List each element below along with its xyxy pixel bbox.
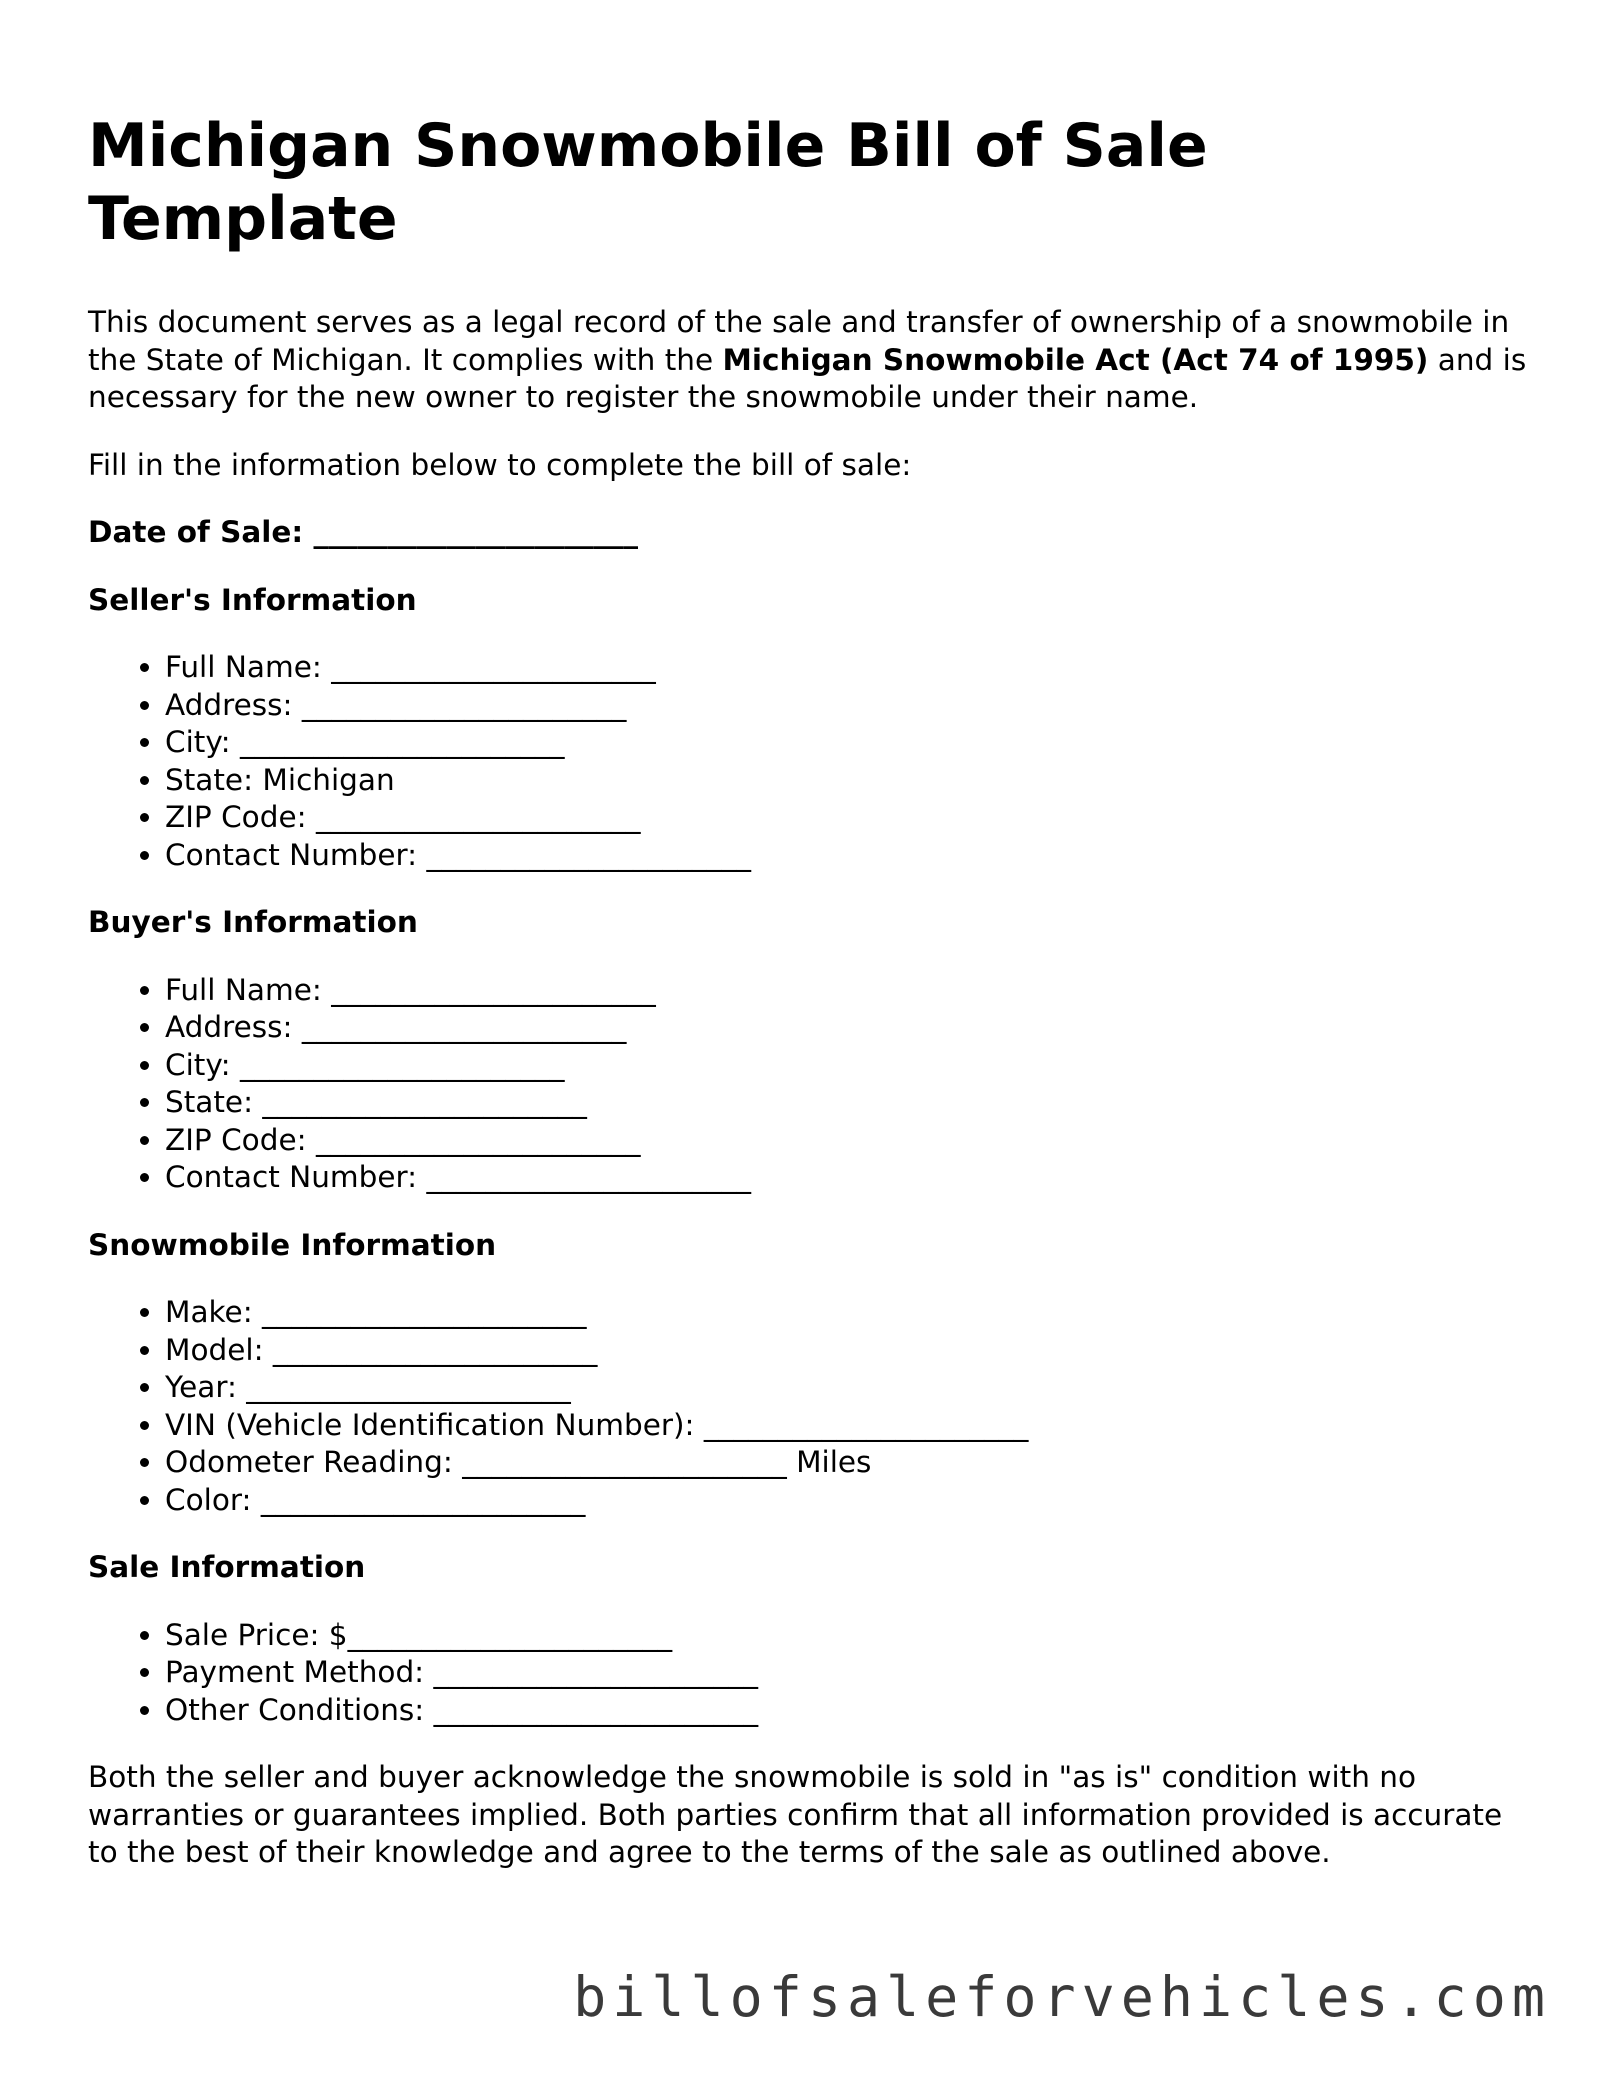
field-blank[interactable]: ______________________ <box>315 1122 641 1157</box>
list-item <box>165 1294 1528 1332</box>
list-item <box>165 1332 1528 1370</box>
field-label: ZIP Code: <box>165 1122 307 1157</box>
field-label: Other Conditions: <box>165 1692 425 1727</box>
field-blank[interactable]: ______________________ <box>347 1617 673 1652</box>
list-item <box>165 687 1528 725</box>
field-blank[interactable]: ______________________ <box>262 1085 587 1119</box>
watermark-text: billofsaleforvehicles.com <box>573 1965 1551 2029</box>
field-blank[interactable]: ______________________ <box>272 1332 598 1367</box>
list-item <box>165 1692 1528 1730</box>
field-blank[interactable]: ______________________ <box>315 800 641 834</box>
field-label: Year: <box>165 1370 237 1404</box>
field-label: Sale Price: $ <box>165 1617 348 1652</box>
list-item <box>165 1407 1528 1445</box>
intro-text-1: This document serves as a legal record of the sale and transfer of ownership of a snowmobile in the State of Michigan. It complies with the <box>88 305 1510 377</box>
list-item <box>165 649 1528 687</box>
buyer-heading: Buyer's Information <box>88 905 418 939</box>
field-label: Full Name: <box>165 650 322 684</box>
field-value: Michigan <box>262 762 395 797</box>
list-item <box>165 972 1528 1010</box>
list-item <box>165 1159 1528 1197</box>
date-of-sale-blank[interactable]: ______________________ <box>313 515 638 549</box>
list-item <box>165 799 1528 837</box>
buyer-list <box>88 972 1528 1197</box>
field-blank[interactable]: ______________________ <box>433 1692 759 1727</box>
list-item <box>165 762 1528 800</box>
field-blank[interactable]: ______________________ <box>426 1160 751 1194</box>
field-label: City: <box>165 1047 231 1082</box>
intro-paragraph <box>88 304 1528 417</box>
snowmobile-list <box>88 1294 1528 1519</box>
date-of-sale-row <box>88 514 1528 552</box>
field-label: Contact Number: <box>165 837 418 872</box>
field-label: Address: <box>165 1010 293 1044</box>
field-label: Contact Number: <box>165 1160 418 1194</box>
field-label: Odometer Reading: <box>165 1445 453 1479</box>
document-page <box>88 110 1528 1872</box>
field-label: ZIP Code: <box>165 800 307 834</box>
field-label: Color: <box>165 1482 252 1517</box>
list-item <box>165 837 1528 875</box>
list-item <box>165 1444 1528 1482</box>
field-blank[interactable]: ______________________ <box>240 1047 565 1082</box>
field-blank[interactable]: ______________________ <box>301 687 627 722</box>
sale-heading: Sale Information <box>88 1550 366 1584</box>
field-blank[interactable]: ______________________ <box>240 725 565 759</box>
page-title: Michigan Snowmobile Bill of Sale Template <box>88 111 1208 254</box>
field-label: Payment Method: <box>165 1655 425 1689</box>
date-of-sale-label: Date of Sale: <box>88 515 304 549</box>
field-blank[interactable]: ______________________ <box>703 1407 1029 1442</box>
field-label: City: <box>165 725 231 759</box>
field-blank[interactable]: ______________________ <box>301 1010 627 1044</box>
list-item <box>165 1047 1528 1085</box>
field-label: VIN (Vehicle Identification Number): <box>165 1407 695 1442</box>
field-label: Make: <box>165 1295 253 1329</box>
list-item <box>165 1654 1528 1692</box>
list-item <box>165 1369 1528 1407</box>
field-label: Model: <box>165 1332 264 1367</box>
field-blank[interactable]: ______________________ <box>260 1482 586 1517</box>
closing-paragraph: Both the seller and buyer acknowledge the snowmobile is sold in "as is" condition with no warranties or guarantees implied. Both parties confirm that all information provided is accurate to the best of their knowledge and agree to the terms of the sale as outlined above. <box>88 1760 1503 1869</box>
list-item <box>165 1009 1528 1047</box>
snowmobile-heading: Snowmobile Information <box>88 1227 497 1262</box>
list-item <box>165 1122 1528 1160</box>
seller-heading: Seller's Information <box>88 582 417 617</box>
field-label: Full Name: <box>165 972 322 1007</box>
field-label: State: <box>165 1085 254 1119</box>
field-blank[interactable]: ______________________ <box>246 1370 571 1404</box>
list-item <box>165 724 1528 762</box>
field-unit: Miles <box>786 1445 872 1479</box>
instruction-text: Fill in the information below to complete the bill of sale: <box>88 447 912 482</box>
list-item <box>165 1084 1528 1122</box>
sale-list <box>88 1617 1528 1730</box>
act-reference: Michigan Snowmobile Act (Act 74 of 1995) <box>722 342 1429 377</box>
field-label: Address: <box>165 687 293 722</box>
seller-list <box>88 649 1528 874</box>
list-item <box>165 1617 1528 1655</box>
field-blank[interactable]: ______________________ <box>262 1295 587 1329</box>
field-label: State: <box>165 762 254 797</box>
field-blank[interactable]: ______________________ <box>433 1655 758 1689</box>
field-blank[interactable]: ______________________ <box>331 650 656 684</box>
field-blank[interactable]: ______________________ <box>426 837 751 872</box>
list-item <box>165 1482 1528 1520</box>
field-blank[interactable]: ______________________ <box>462 1445 787 1479</box>
intro-text-2: and is necessary for the new owner to register the snowmobile under their name. <box>88 342 1527 414</box>
field-blank[interactable]: ______________________ <box>331 972 656 1007</box>
